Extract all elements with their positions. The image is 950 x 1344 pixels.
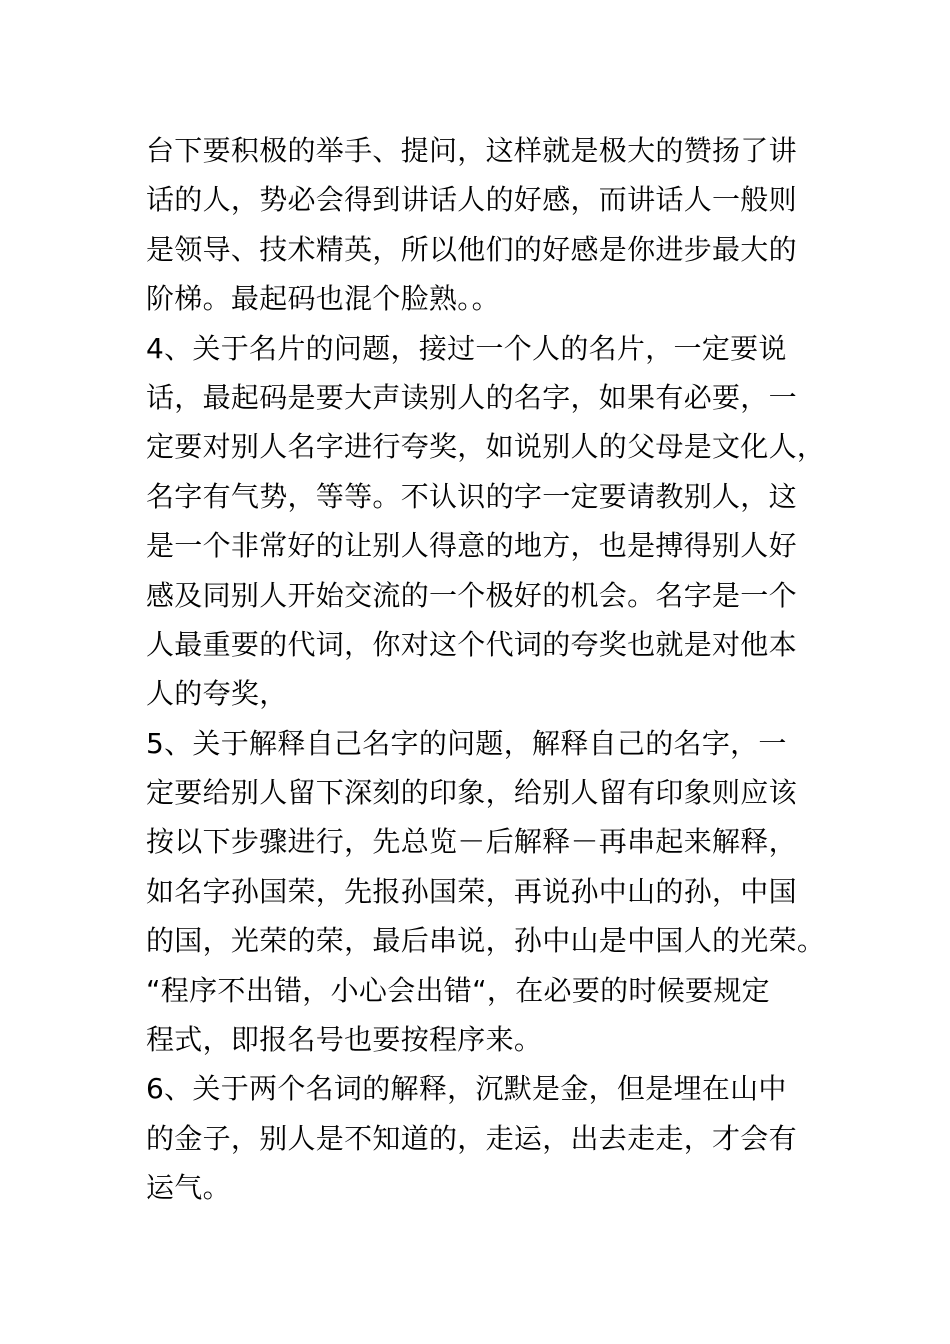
text-line: 的国，光荣的荣，最后串说，孙中山是中国人的光荣。: [146, 924, 826, 958]
text-line: 5、关于解释自己名字的问题，解释自己的名字，一: [146, 726, 787, 760]
text-line: 运气。: [146, 1171, 231, 1205]
text-line: 感及同别人开始交流的一个极好的机会。名字是一个: [146, 578, 797, 612]
text-line: 话，最起码是要大声读别人的名字，如果有必要，一: [146, 380, 797, 414]
text-line: 话的人，势必会得到讲话人的好感，而讲话人一般则: [146, 183, 797, 217]
text-line: 阶梯。最起码也混个脸熟。。: [146, 282, 500, 316]
text-line: 是领导、技术精英，所以他们的好感是你进步最大的: [146, 232, 797, 266]
text-line: 人的夸奖，: [146, 677, 288, 711]
text-line: 定要给别人留下深刻的印象，给别人留有印象则应该: [146, 776, 797, 810]
text-line: 按以下步骤进行，先总览－后解释－再串起来解释，: [146, 825, 797, 859]
text-line: 程式，即报名号也要按程序来。: [146, 1023, 543, 1057]
text-line: “程序不出错，小心会出错“，在必要的时候要规定: [146, 973, 770, 1007]
text-line: 名字有气势，等等。不认识的字一定要请教别人，这: [146, 479, 797, 513]
text-line: 定要对别人名字进行夸奖，如说别人的父母是文化人，: [146, 430, 826, 464]
text-line: 4、关于名片的问题，接过一个人的名片，一定要说: [146, 331, 787, 365]
text-line: 人最重要的代词，你对这个代词的夸奖也就是对他本: [146, 627, 797, 661]
text-line: 的金子，别人是不知道的，走运，出去走走，才会有: [146, 1121, 797, 1155]
text-line: 6、关于两个名词的解释，沉默是金，但是埋在山中: [146, 1072, 787, 1106]
body-text: [146, 126, 836, 1213]
text-line: 台下要积极的举手、提问，这样就是极大的赞扬了讲: [146, 134, 797, 167]
text-line: 是一个非常好的让别人得意的地方，也是搏得别人好: [146, 529, 797, 563]
text-line: 如名字孙国荣，先报孙国荣，再说孙中山的孙，中国: [146, 874, 797, 908]
